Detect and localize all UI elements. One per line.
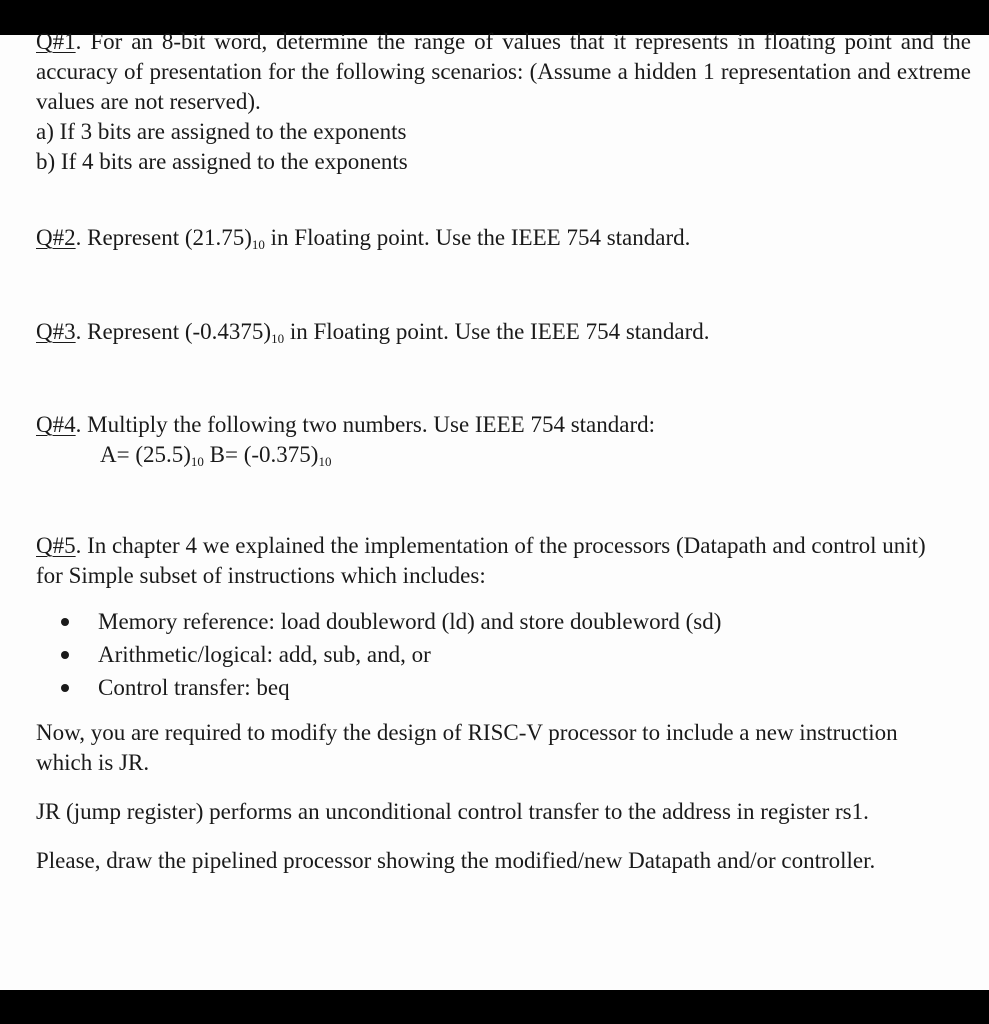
list-item: Memory reference: load doubleword (ld) and store doubleword (sd) [61,605,956,638]
operand-b: B= (-0.375) [203,442,319,467]
question-5-label: Q#5 [36,533,76,558]
operand-a: A= (25.5) [100,442,191,467]
question-3-text-pre: . Represent (-0.4375) [75,319,272,344]
question-4-label: Q#4 [36,412,76,437]
question-1-part-b: b) If 4 bits are assigned to the exponents [36,149,408,174]
question-2-label: Q#2 [36,225,76,250]
bullet-icon [61,618,69,626]
question-2-text-pre: . Represent (21.75) [75,225,252,250]
list-item: Control transfer: beq [61,671,956,704]
operand-a-base: 10 [190,454,204,469]
question-3-text-post: in Floating point. Use the IEEE 754 standard. [284,319,710,344]
list-item: Arithmetic/logical: add, sub, and, or [61,638,956,671]
question-2-text-post: in Floating point. Use the IEEE 754 standard. [264,225,691,250]
question-1-label: Q#1 [36,29,76,54]
question-2 [36,223,690,253]
question-4-text: . Multiply the following two numbers. Use IEEE 754 standard: [75,412,656,437]
question-1-text: . For an 8-bit word, determine the range of values that it represents in floating point and the accuracy of presentation for the following scenarios: (Assume a hidden 1 representation and extreme values are not reserved). [36,29,971,114]
question-5-paragraph-2: JR (jump register) performs an unconditional control transfer to the address in register rs1. [36,799,869,824]
question-1 [36,27,971,177]
question-3-base: 10 [271,331,285,346]
question-2-base: 10 [251,237,265,252]
operand-b-base: 10 [318,454,332,469]
question-3-label: Q#3 [36,319,76,344]
question-4-operands [36,440,655,470]
question-5-intro: . In chapter 4 we explained the implementation of the processors (Datapath and control unit) for Simple subset of instructions which includes: [36,533,926,588]
question-5 [36,531,956,876]
bullet-icon [61,684,69,692]
question-5-paragraph-3: Please, draw the pipelined processor showing the modified/new Datapath and/or controller. [36,848,876,873]
question-1-part-a: a) If 3 bits are assigned to the exponents [36,119,407,144]
question-3 [36,317,710,347]
bullet-icon [61,651,69,659]
question-5-paragraph-1: Now, you are required to modify the design of RISC-V processor to include a new instruction which is JR. [36,720,898,775]
question-1-body [36,27,971,117]
instruction-list [36,605,956,704]
question-4 [36,410,655,470]
